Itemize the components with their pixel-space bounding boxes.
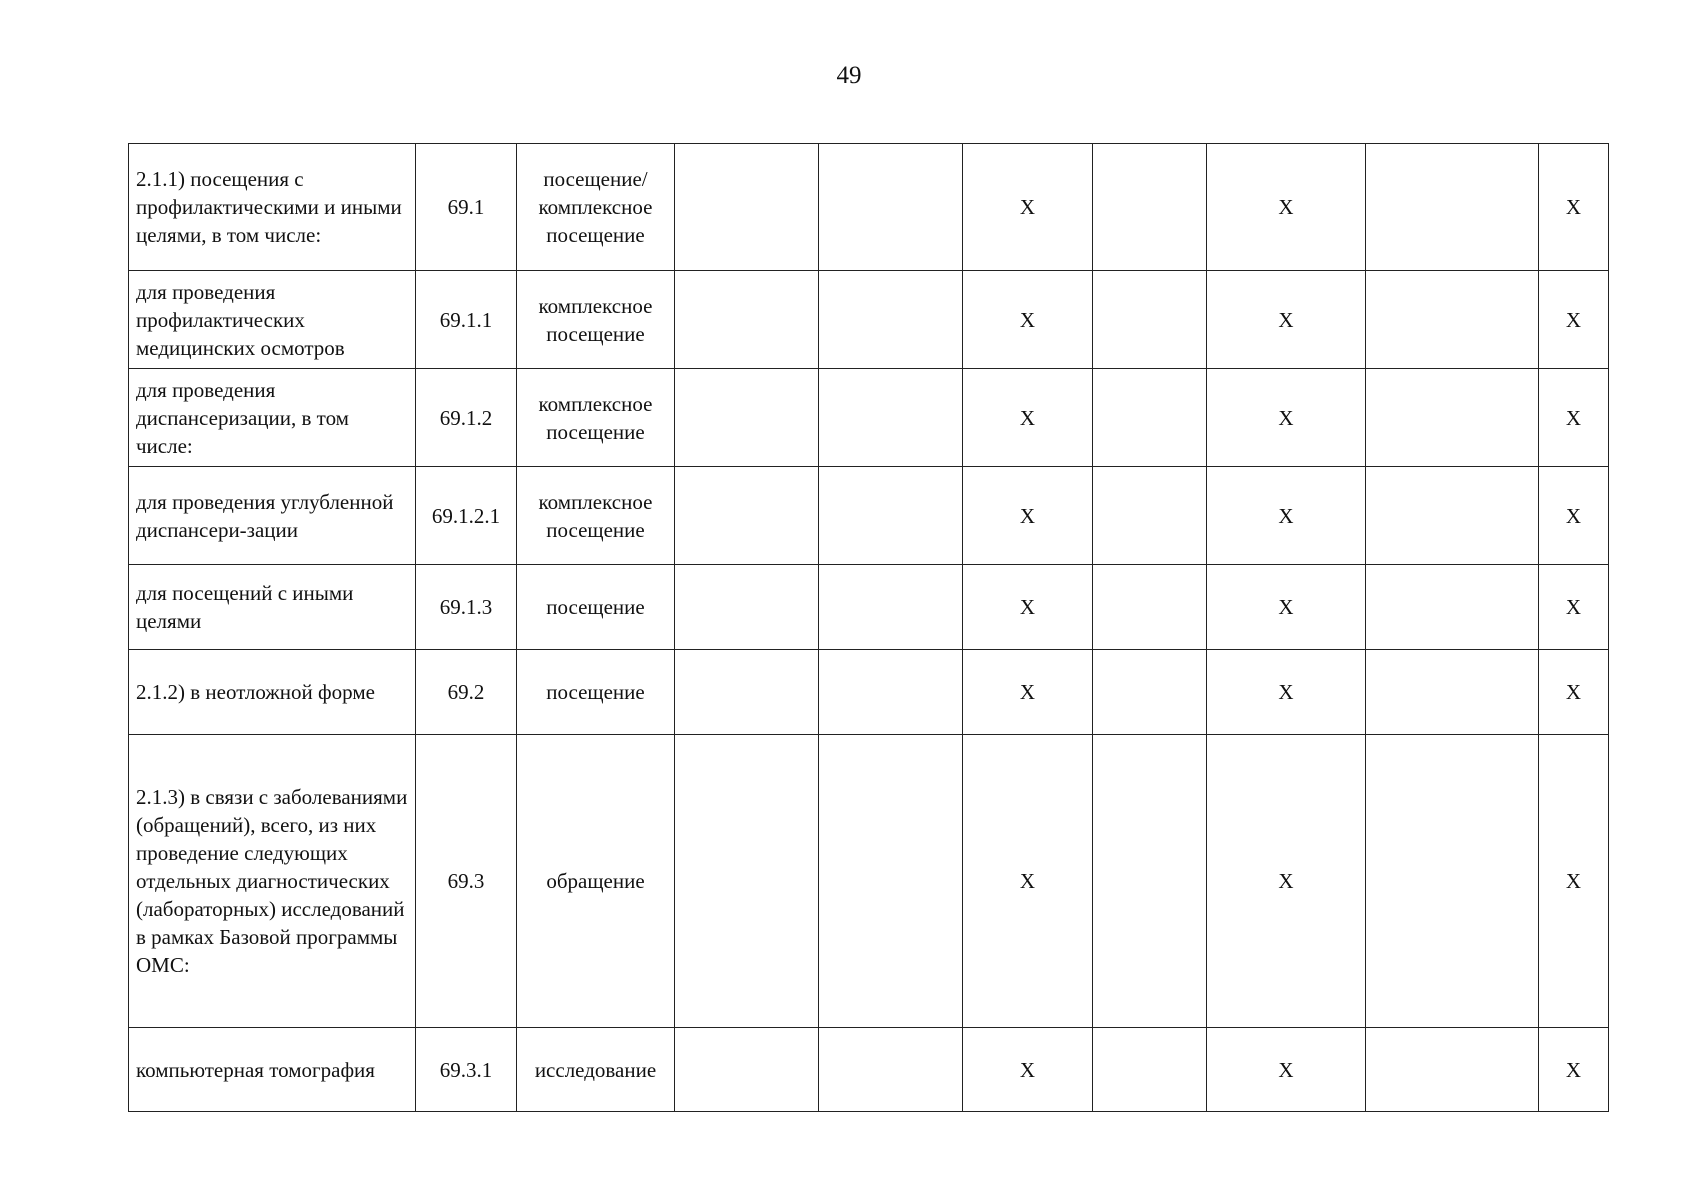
empty-cell [1366,650,1539,735]
row-code-cell: 69.1.2.1 [416,467,517,565]
x-mark-cell: X [1207,1028,1366,1112]
x-mark-cell: X [963,650,1093,735]
x-mark-cell: X [1207,369,1366,467]
empty-cell [819,271,963,369]
table-row [129,650,1609,735]
table-row [129,271,1609,369]
row-name-cell: 2.1.1) посещения с профилактическими и иными целями, в том числе: [129,144,416,271]
row-name-cell: 2.1.2) в неотложной форме [129,650,416,735]
empty-cell [819,1028,963,1112]
x-mark-cell: X [1539,467,1609,565]
empty-cell [1093,735,1207,1028]
row-unit-cell: исследование [517,1028,675,1112]
empty-cell [1366,144,1539,271]
table-row [129,144,1609,271]
empty-cell [1366,1028,1539,1112]
empty-cell [1093,565,1207,650]
empty-cell [819,735,963,1028]
row-unit-cell: посещение [517,650,675,735]
row-code-cell: 69.1.2 [416,369,517,467]
x-mark-cell: X [1539,271,1609,369]
x-mark-cell: X [1539,144,1609,271]
x-mark-cell: X [1539,369,1609,467]
empty-cell [675,650,819,735]
row-code-cell: 69.1.3 [416,565,517,650]
empty-cell [675,271,819,369]
row-name-cell: для посещений с иными целями [129,565,416,650]
row-code-cell: 69.3.1 [416,1028,517,1112]
row-unit-cell: комплексное посещение [517,467,675,565]
x-mark-cell: X [963,565,1093,650]
empty-cell [1093,369,1207,467]
row-code-cell: 69.2 [416,650,517,735]
x-mark-cell: X [1539,650,1609,735]
x-mark-cell: X [1207,144,1366,271]
table-row [129,467,1609,565]
empty-cell [1366,271,1539,369]
empty-cell [1366,467,1539,565]
empty-cell [675,467,819,565]
table-row [129,565,1609,650]
empty-cell [1093,271,1207,369]
x-mark-cell: X [1207,467,1366,565]
table-row [129,735,1609,1028]
empty-cell [675,144,819,271]
empty-cell [675,1028,819,1112]
empty-cell [1093,144,1207,271]
x-mark-cell: X [1207,565,1366,650]
x-mark-cell: X [1539,735,1609,1028]
row-code-cell: 69.1 [416,144,517,271]
row-code-cell: 69.3 [416,735,517,1028]
empty-cell [1093,650,1207,735]
x-mark-cell: X [1539,565,1609,650]
row-unit-cell: комплексное посещение [517,271,675,369]
empty-cell [819,467,963,565]
x-mark-cell: X [963,1028,1093,1112]
row-unit-cell: комплексное посещение [517,369,675,467]
empty-cell [819,565,963,650]
x-mark-cell: X [963,271,1093,369]
empty-cell [819,650,963,735]
empty-cell [1366,565,1539,650]
row-unit-cell: посещение/ комплексное посещение [517,144,675,271]
empty-cell [1366,369,1539,467]
row-name-cell: для проведения профилактических медицинских осмотров [129,271,416,369]
empty-cell [819,144,963,271]
x-mark-cell: X [963,735,1093,1028]
row-code-cell: 69.1.1 [416,271,517,369]
row-name-cell: для проведения углубленной диспансери-зации [129,467,416,565]
empty-cell [819,369,963,467]
page-number: 49 [836,62,862,89]
x-mark-cell: X [963,144,1093,271]
empty-cell [675,565,819,650]
row-unit-cell: посещение [517,565,675,650]
row-unit-cell: обращение [517,735,675,1028]
row-name-cell: 2.1.3) в связи с заболеваниями (обращений), всего, из них проведение следующих отдельных диагностических (лабораторных) исследований в рамках Базовой программы ОМС: [129,735,416,1028]
x-mark-cell: X [963,467,1093,565]
table-row [129,369,1609,467]
row-name-cell: компьютерная томография [129,1028,416,1112]
x-mark-cell: X [1207,271,1366,369]
empty-cell [675,369,819,467]
empty-cell [1093,1028,1207,1112]
data-table [128,143,1609,1112]
x-mark-cell: X [1539,1028,1609,1112]
table-row [129,1028,1609,1112]
x-mark-cell: X [1207,650,1366,735]
row-name-cell: для проведения диспансеризации, в том числе: [129,369,416,467]
empty-cell [1366,735,1539,1028]
x-mark-cell: X [963,369,1093,467]
x-mark-cell: X [1207,735,1366,1028]
empty-cell [675,735,819,1028]
empty-cell [1093,467,1207,565]
